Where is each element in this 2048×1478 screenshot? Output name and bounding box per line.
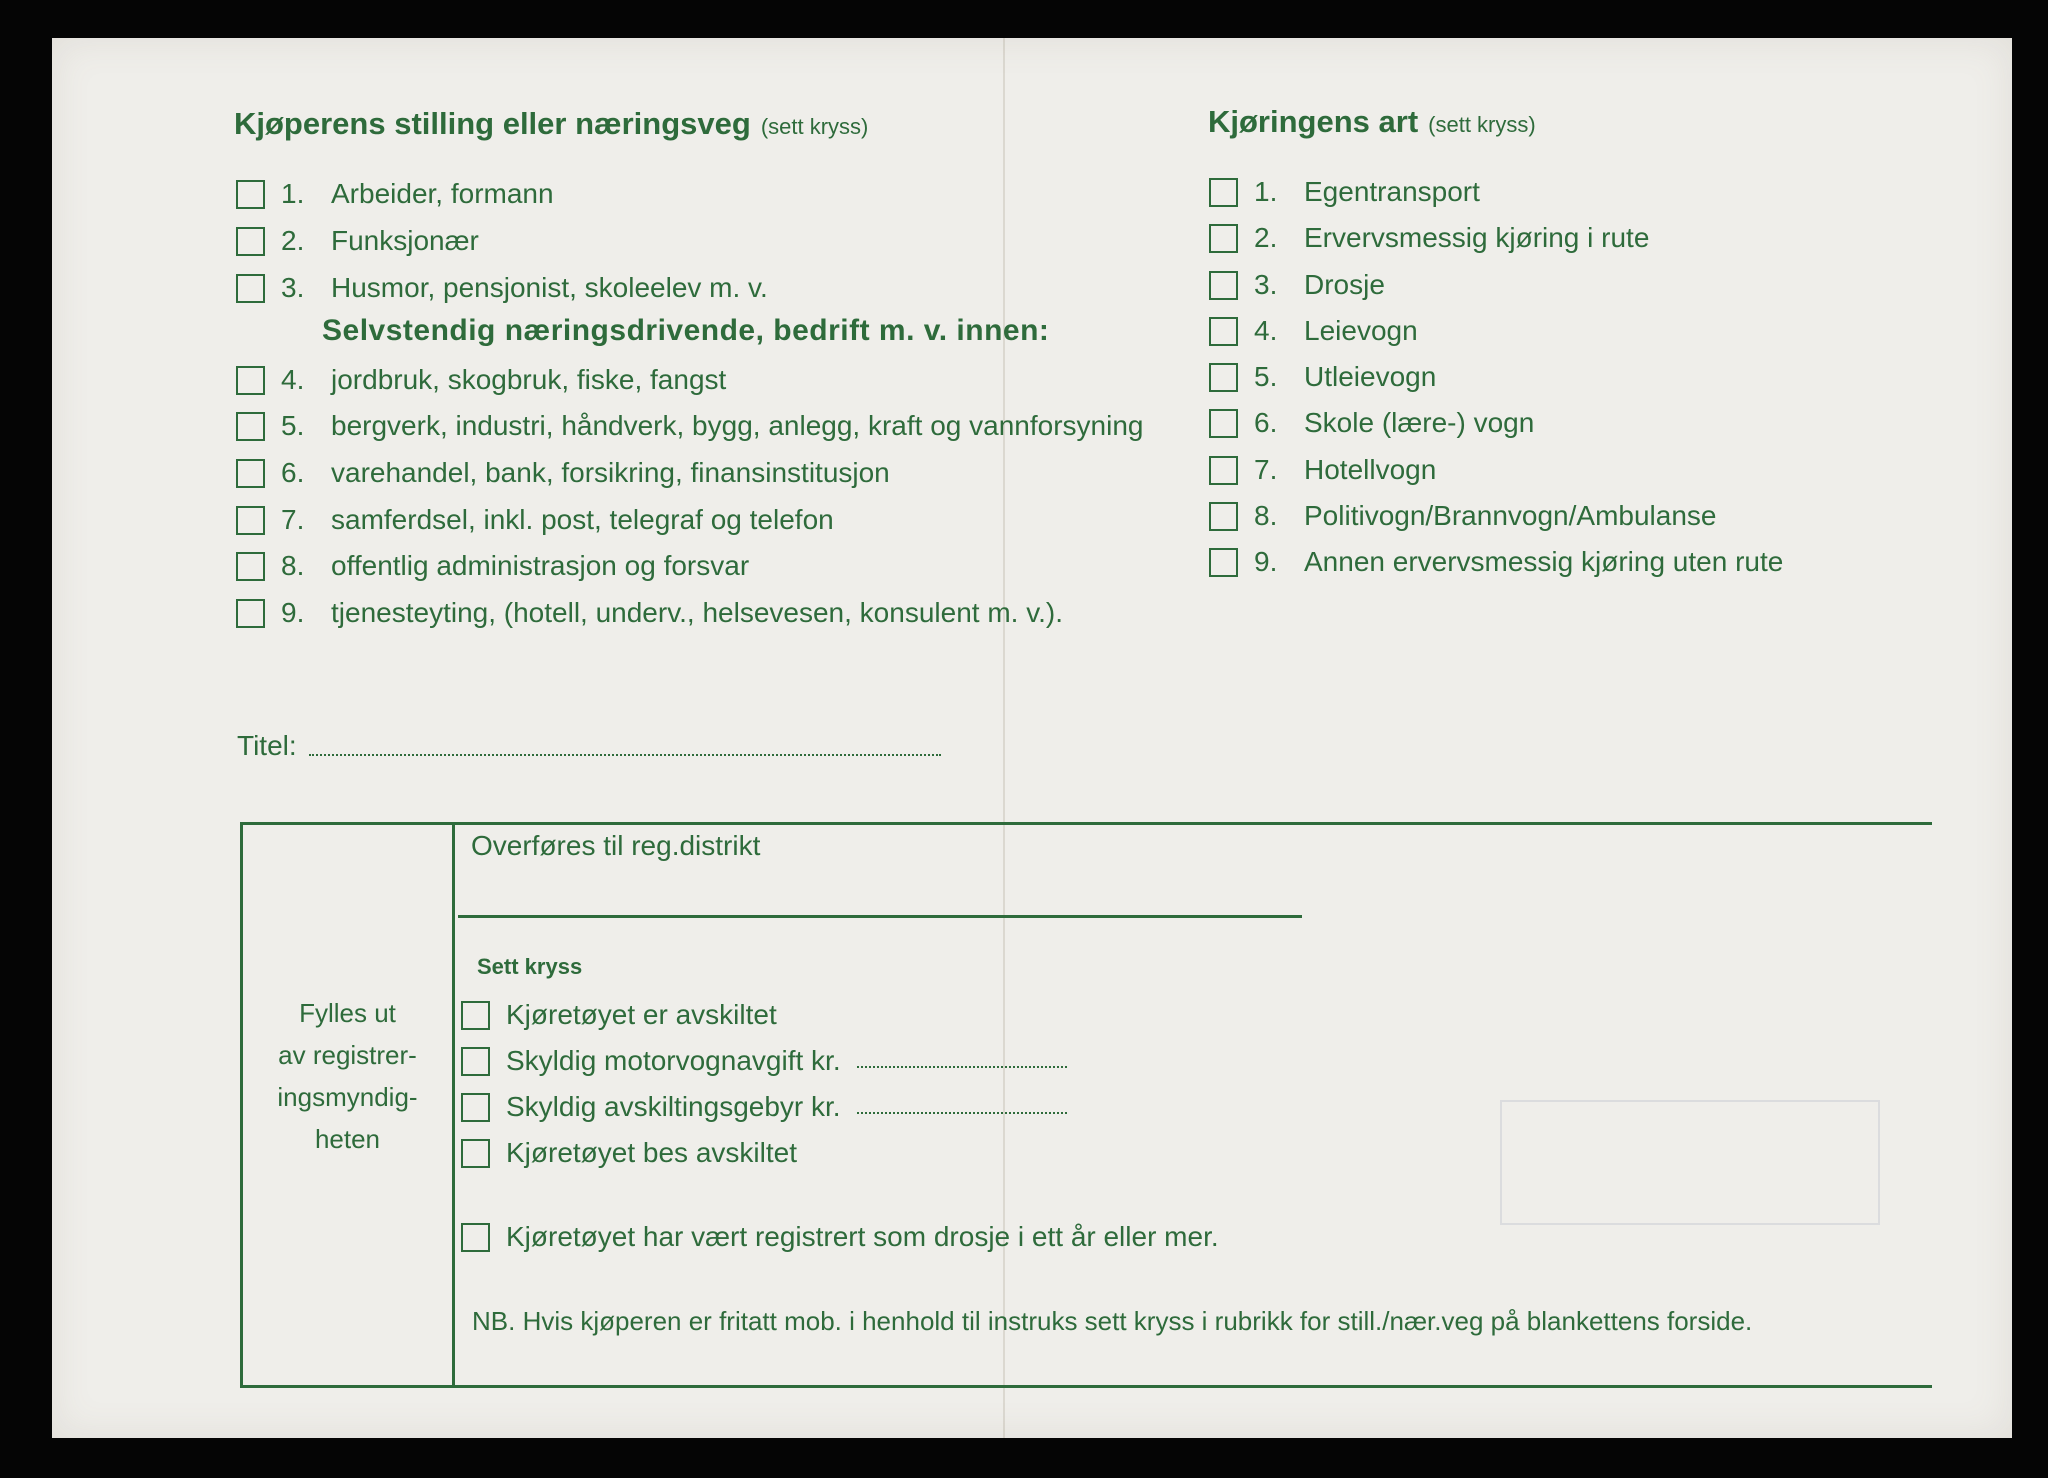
- checkbox[interactable]: [461, 1001, 490, 1030]
- checkbox[interactable]: [1209, 502, 1238, 531]
- occupation-option-1[interactable]: [236, 178, 554, 210]
- avskiltingsgebyr-option[interactable]: [461, 1091, 1067, 1123]
- option-number: 4.: [281, 364, 305, 395]
- driving-type-option-1[interactable]: [1209, 176, 1480, 208]
- checkbox[interactable]: [236, 506, 265, 535]
- frame-top-line: [240, 822, 1932, 825]
- option-label: Ervervsmessig kjøring i rute: [1304, 222, 1650, 253]
- checkbox[interactable]: [1209, 363, 1238, 392]
- checkbox[interactable]: [1209, 317, 1238, 346]
- checkbox[interactable]: [461, 1047, 490, 1076]
- option-label: Hotellvogn: [1304, 454, 1437, 485]
- option-label: Annen ervervsmessig kjøring uten rute: [1304, 546, 1784, 577]
- checkbox[interactable]: [236, 552, 265, 581]
- side-line: Fylles ut: [299, 998, 396, 1028]
- option-number: 5.: [1254, 361, 1278, 392]
- option-number: 3.: [281, 272, 305, 303]
- occupation-option-3[interactable]: [236, 272, 768, 304]
- option-number: 8.: [1254, 500, 1278, 531]
- amount-dotted-line[interactable]: [857, 1066, 1067, 1068]
- checkbox[interactable]: [236, 180, 265, 209]
- checkbox[interactable]: [236, 459, 265, 488]
- option-number: 9.: [281, 597, 305, 628]
- registration-authority-label: [243, 992, 452, 1160]
- checkbox[interactable]: [236, 227, 265, 256]
- occupation-option-7[interactable]: [236, 504, 834, 536]
- option-number: 1.: [1254, 176, 1278, 207]
- bes-avskiltet-option[interactable]: [461, 1137, 797, 1169]
- option-label: Leievogn: [1304, 315, 1418, 346]
- right-heading-note: (sett kryss): [1428, 112, 1536, 137]
- self-employed-subheading: Selvstendig næringsdrivende, bedrift m. v. innen:: [322, 314, 1050, 347]
- option-label: Egentransport: [1304, 176, 1480, 207]
- nb-note: NB. Hvis kjøperen er fritatt mob. i henhold til instruks sett kryss i rubrikk for still./nær.veg på blankettens forside.: [472, 1306, 1753, 1336]
- checkbox[interactable]: [236, 366, 265, 395]
- checkbox[interactable]: [1209, 456, 1238, 485]
- checkbox[interactable]: [236, 412, 265, 441]
- occupation-option-2[interactable]: [236, 225, 479, 257]
- checkbox[interactable]: [461, 1093, 490, 1122]
- option-number: 8.: [281, 550, 305, 581]
- motorvognavgift-option[interactable]: [461, 1045, 1067, 1077]
- option-label: Kjøretøyet har vært registrert som drosje i ett år eller mer.: [506, 1221, 1219, 1252]
- option-label: jordbruk, skogbruk, fiske, fangst: [331, 364, 727, 395]
- drosje-registered-option[interactable]: [461, 1221, 1219, 1253]
- checkbox[interactable]: [1209, 409, 1238, 438]
- occupation-option-9[interactable]: [236, 597, 1063, 629]
- option-label: Skole (lære-) vogn: [1304, 407, 1535, 438]
- side-line: av registrer-: [278, 1040, 417, 1070]
- option-label: Skyldig motorvognavgift kr.: [506, 1045, 841, 1076]
- amount-dotted-line[interactable]: [857, 1112, 1067, 1114]
- option-label: Kjøretøyet bes avskiltet: [506, 1137, 797, 1168]
- option-number: 3.: [1254, 269, 1278, 300]
- option-number: 7.: [1254, 454, 1278, 485]
- left-heading-text: Kjøperens stilling eller næringsveg: [234, 106, 751, 141]
- titel-label: Titel:: [237, 730, 297, 761]
- option-label: Skyldig avskiltingsgebyr kr.: [506, 1091, 841, 1122]
- option-label: Kjøretøyet er avskiltet: [506, 999, 777, 1030]
- option-label: varehandel, bank, forsikring, finansinstitusjon: [331, 457, 890, 488]
- option-label: Utleievogn: [1304, 361, 1437, 392]
- transfer-district-line[interactable]: [458, 915, 1302, 918]
- frame-divider-line: [452, 822, 455, 1385]
- option-label: Husmor, pensjonist, skoleelev m. v.: [331, 272, 768, 303]
- option-label: Politivogn/Brannvogn/Ambulanse: [1304, 500, 1717, 531]
- right-heading: [1208, 104, 1536, 140]
- left-heading-note: (sett kryss): [760, 114, 869, 139]
- option-number: 5.: [281, 410, 305, 441]
- checkbox[interactable]: [1209, 548, 1238, 577]
- option-label: Drosje: [1304, 269, 1385, 300]
- option-number: 9.: [1254, 546, 1278, 577]
- driving-type-option-8[interactable]: [1209, 500, 1716, 532]
- titel-field[interactable]: [237, 730, 941, 762]
- side-line: ingsmyndig-: [277, 1082, 418, 1112]
- checkbox[interactable]: [236, 599, 265, 628]
- occupation-option-8[interactable]: [236, 550, 749, 582]
- option-number: 6.: [281, 457, 305, 488]
- frame-bottom-line: [240, 1385, 1932, 1388]
- occupation-option-4[interactable]: [236, 364, 726, 396]
- option-number: 2.: [1254, 222, 1278, 253]
- option-number: 6.: [1254, 407, 1278, 438]
- option-number: 1.: [281, 178, 305, 209]
- transfer-label: Overføres til reg.distrikt: [471, 830, 761, 861]
- side-line: heten: [314, 1124, 381, 1154]
- checkbox[interactable]: [1209, 271, 1238, 300]
- driving-type-option-3[interactable]: [1209, 269, 1385, 301]
- option-label: bergverk, industri, håndverk, bygg, anlegg, kraft og vannforsyning: [331, 410, 1144, 441]
- sett-kryss-label: Sett kryss: [477, 954, 583, 979]
- checkbox[interactable]: [461, 1139, 490, 1168]
- checkbox[interactable]: [1209, 224, 1238, 253]
- option-label: Arbeider, formann: [331, 178, 554, 209]
- option-number: 7.: [281, 504, 305, 535]
- occupation-option-5[interactable]: [236, 410, 1143, 442]
- right-heading-text: Kjøringens art: [1208, 104, 1419, 139]
- driving-type-option-5[interactable]: [1209, 361, 1436, 393]
- option-label: offentlig administrasjon og forsvar: [331, 550, 750, 581]
- option-label: Funksjonær: [331, 225, 479, 256]
- driving-type-option-4[interactable]: [1209, 315, 1418, 347]
- option-number: 2.: [281, 225, 305, 256]
- avskiltet-option[interactable]: [461, 999, 777, 1031]
- left-heading: [234, 106, 868, 142]
- checkbox[interactable]: [461, 1223, 490, 1252]
- checkbox[interactable]: [1209, 178, 1238, 207]
- occupation-option-6[interactable]: [236, 457, 890, 489]
- option-label: samferdsel, inkl. post, telegraf og telefon: [331, 504, 834, 535]
- option-number: 4.: [1254, 315, 1278, 346]
- checkbox[interactable]: [236, 274, 265, 303]
- driving-type-option-6[interactable]: [1209, 407, 1534, 439]
- driving-type-option-7[interactable]: [1209, 454, 1436, 486]
- driving-type-option-2[interactable]: [1209, 222, 1649, 254]
- titel-dotted-line[interactable]: [309, 754, 941, 756]
- option-label: tjenesteyting, (hotell, underv., helsevesen, konsulent m. v.).: [331, 597, 1064, 628]
- driving-type-option-9[interactable]: [1209, 546, 1783, 578]
- faded-stamp: [1500, 1100, 1880, 1225]
